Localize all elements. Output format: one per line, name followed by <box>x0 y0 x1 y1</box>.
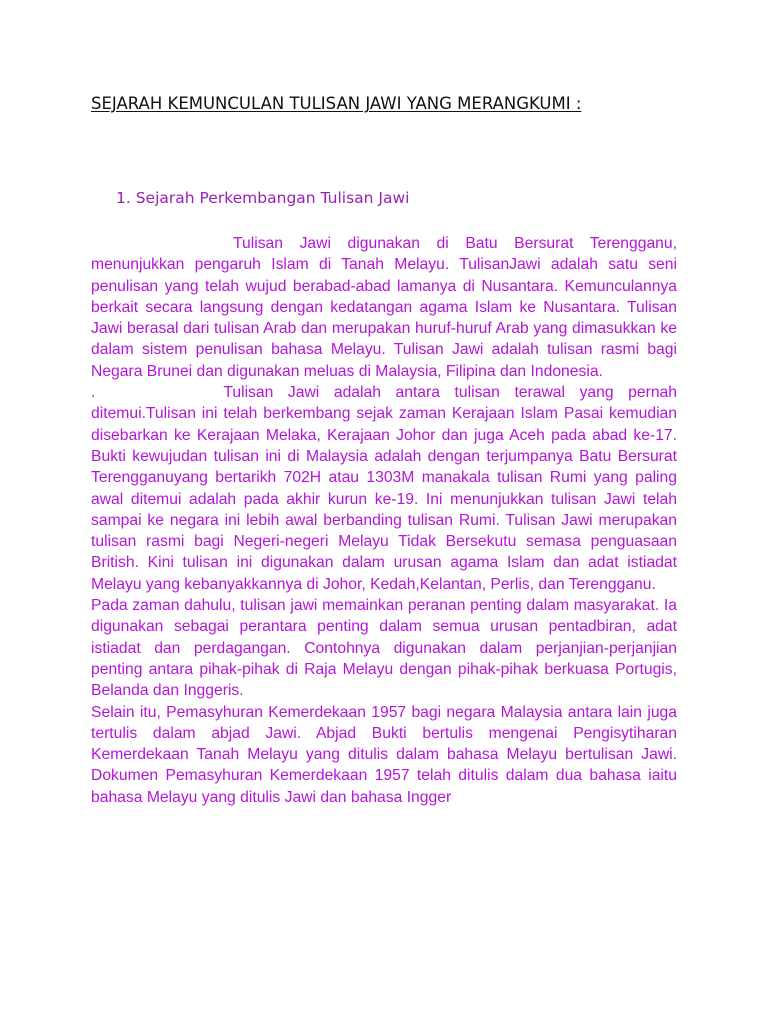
body-text <box>91 233 677 808</box>
paragraph-2 <box>91 382 677 595</box>
paragraph-1: Tulisan Jawi digunakan di Batu Bersurat Terengganu, menunjukkan pengaruh Islam di Tanah Melayu. TulisanJawi adalah satu seni penulisan yang telah wujud berabad-abad lamanya di Nusantara. Kemunculannya berkait secara langsung dengan kedatangan agama Islam ke Nusantara. Tulisan Jawi berasal dari tulisan Arab dan merupakan huruf-huruf Arab yang dimasukkan ke dalam sistem penulisan bahasa Melayu. Tulisan Jawi adalah tulisan rasmi bagi Negara Brunei dan digunakan meluas di Malaysia, Filipina dan Indonesia. <box>91 235 677 380</box>
paragraph-2-text: Tulisan Jawi adalah antara tulisan terawal yang pernah ditemui.Tulisan ini telah berkembang sejak zaman Kerajaan Islam Pasai kemudian disebarkan ke Kerajaan Melaka, Kerajaan Johor dan juga Aceh pada abad ke-17. Bukti kewujudan tulisan ini di Malaysia adalah dengan terjumpanya Batu Bersurat Terengganuyang bertarikh 702H atau 1303M manakala tulisan Rumi yang paling awal ditemui adalah pada akhir kurun ke-19. Ini menunjukkan tulisan Jawi telah sampai ke negara ini lebih awal berbanding tulisan Rumi. Tulisan Jawi merupakan tulisan rasmi bagi Negeri-negeri Melayu Tidak Bersekutu semasa penguasaan British. Kini tulisan ini digunakan dalam urusan agama Islam dan adat istiadat Melayu yang kebanyakkannya di Johor, Kedah,Kelantan, Perlis, dan Terengganu. <box>91 384 677 593</box>
document-title: SEJARAH KEMUNCULAN TULISAN JAWI YANG MERANGKUMI : <box>91 94 582 113</box>
paragraph-3: Pada zaman dahulu, tulisan jawi memainkan peranan penting dalam masyarakat. Ia digunakan sebagai perantara penting dalam semua urusan pentadbiran, adat istiadat dan perdagangan. Contohnya digunakan dalam perjanjian-perjanjian penting antara pihak-pihak di Raja Melayu dengan pihak-pihak berkuasa Portugis, Belanda dan Inggeris. <box>91 597 677 700</box>
paragraph-4: Selain itu, Pemasyhuran Kemerdekaan 1957 bagi negara Malaysia antara lain juga tertulis dalam abjad Jawi. Abjad Bukti bertulis mengenai Pengisytiharan Kemerdekaan Tanah Melayu yang ditulis dalam bahasa Melayu bertulisan Jawi. Dokumen Pemasyhuran Kemerdekaan 1957 telah ditulis dalam dua bahasa iaitu bahasa Melayu yang ditulis Jawi dan bahasa Ingger <box>91 703 677 806</box>
section-heading: 1. Sejarah Perkembangan Tulisan Jawi <box>116 189 410 207</box>
paragraph-2-marker: . <box>91 384 96 402</box>
